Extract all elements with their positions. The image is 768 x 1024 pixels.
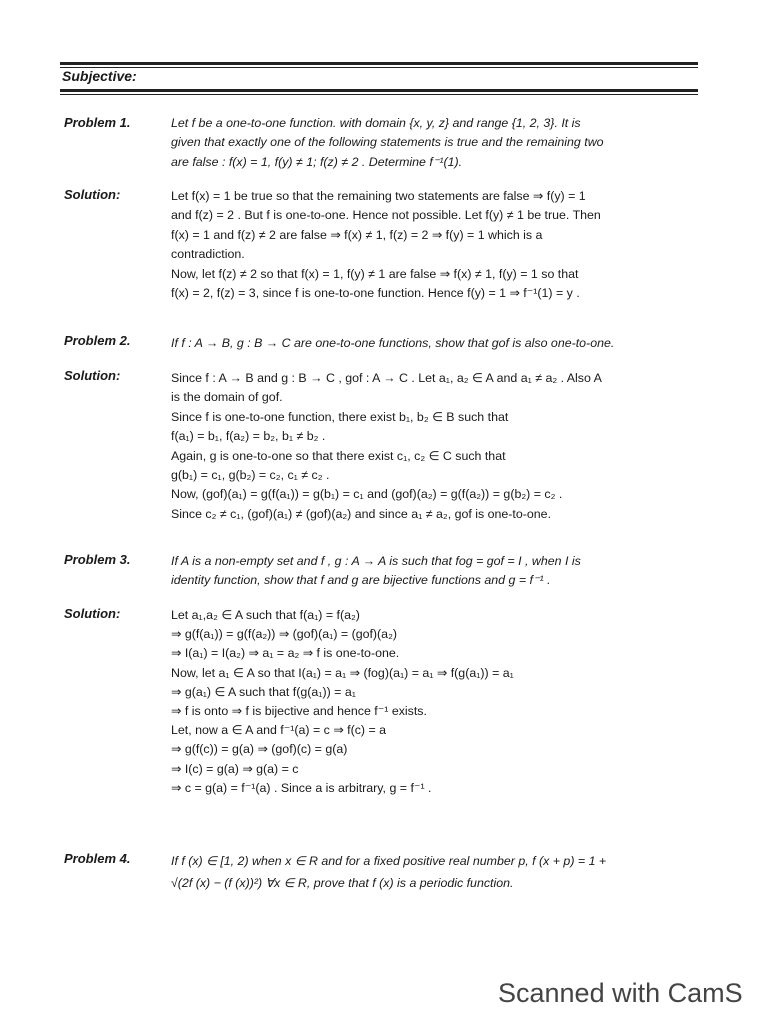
solution-2-label: Solution: <box>64 368 121 383</box>
solution-3-line: Now, let a₁ ∈ A so that I(a₁) = a₁ ⇒ (fog)(a₁) = a₁ ⇒ f(g(a₁)) = a₁ <box>171 665 514 680</box>
problem-3-line: If A is a non-empty set and f , g : A → A is such that fog = gof = I , when I is <box>171 554 581 568</box>
solution-2-line: Since c₂ ≠ c₁, (gof)(a₁) ≠ (gof)(a₂) and since a₁ ≠ a₂, gof is one-to-one. <box>171 506 552 521</box>
problem-1-line: Let f be a one-to-one function. with domain {x, y, z} and range {1, 2, 3}. It is <box>171 116 581 130</box>
solution-3-line: Let a₁,a₂ ∈ A such that f(a₁) = f(a₂) <box>171 608 360 622</box>
solution-2-line: is the domain of gof. <box>171 390 283 405</box>
problem-3-label: Problem 3. <box>64 552 131 567</box>
solution-1-line: f(x) = 2, f(z) = 3, since f is one-to-one function. Hence f(y) = 1 ⇒ f⁻¹(1) = y . <box>171 286 580 301</box>
problem-1-line: are false : f(x) = 1, f(y) ≠ 1; f(z) ≠ 2 . Determine f⁻¹(1). <box>171 154 463 169</box>
solution-3-line: ⇒ c = g(a) = f⁻¹(a) . Since a is arbitrary, g = f⁻¹ . <box>171 780 432 795</box>
problem-3-text <box>171 552 699 591</box>
solution-2-line: g(b₁) = c₁, g(b₂) = c₂, c₁ ≠ c₂ . <box>171 468 330 483</box>
solution-1-line: and f(z) = 2 . But f is one-to-one. Hence not possible. Let f(y) ≠ 1 be true. Then <box>171 208 601 223</box>
solution-1-line: f(x) = 1 and f(z) ≠ 2 are false ⇒ f(x) ≠ 1, f(z) = 2 ⇒ f(y) = 1 which is a <box>171 227 543 242</box>
solution-1-line: Now, let f(z) ≠ 2 so that f(x) = 1, f(y) ≠ 1 are false ⇒ f(x) ≠ 1, f(y) = 1 so that <box>171 266 579 281</box>
solution-2-line: Now, (gof)(a₁) = g(f(a₁)) = g(b₁) = c₁ and (gof)(a₂) = g(f(a₂)) = g(b₂) = c₂ . <box>171 487 563 502</box>
solution-3-line: ⇒ g(f(a₁)) = g(f(a₂)) ⇒ (gof)(a₁) = (gof)(a₂) <box>171 627 398 642</box>
solution-3-line: ⇒ g(a₁) ∈ A such that f(g(a₁)) = a₁ <box>171 684 356 699</box>
solution-1-label: Solution: <box>64 187 121 202</box>
problem-4-text <box>171 850 699 894</box>
solution-3-label: Solution: <box>64 606 121 621</box>
top-rule-thin <box>60 67 698 68</box>
heading-rule <box>60 89 698 92</box>
heading-rule-thin <box>60 94 698 95</box>
solution-2-line: f(a₁) = b₁, f(a₂) = b₂, b₁ ≠ b₂ . <box>171 429 326 444</box>
scanner-watermark: Scanned with CamS <box>498 978 743 1008</box>
problem-4-line: If f (x) ∈ [1, 2) when x ∈ R and for a fixed positive real number p, f (x + p) = 1 + <box>171 854 607 868</box>
solution-3-line: ⇒ I(a₁) = I(a₂) ⇒ a₁ = a₂ ⇒ f is one-to-one. <box>171 646 400 661</box>
problem-3-line: identity function, show that f and g are bijective functions and g = f⁻¹ . <box>171 573 551 588</box>
solution-3-line: ⇒ f is onto ⇒ f is bijective and hence f⁻¹ exists. <box>171 704 427 719</box>
section-heading: Subjective: <box>62 68 137 84</box>
solution-1-line: contradiction. <box>171 247 245 262</box>
solution-2-line: Since f : A → B and g : B → C , gof : A → C . Let a₁, a₂ ∈ A and a₁ ≠ a₂ . Also A <box>171 371 602 385</box>
solution-1-text <box>171 187 699 303</box>
solution-3-line: ⇒ g(f(c)) = g(a) ⇒ (gof)(c) = g(a) <box>171 742 348 757</box>
problem-2-text <box>171 334 699 353</box>
solution-3-text <box>171 606 699 798</box>
problem-1-line: given that exactly one of the following statements is true and the remaining two <box>171 135 604 150</box>
solution-2-line: Since f is one-to-one function, there exist b₁, b₂ ∈ B such that <box>171 409 509 424</box>
problem-1-label: Problem 1. <box>64 115 131 130</box>
solution-1-line: Let f(x) = 1 be true so that the remaining two statements are false ⇒ f(y) = 1 <box>171 189 586 203</box>
top-rule <box>60 62 698 65</box>
solution-2-text <box>171 369 699 524</box>
solution-3-line: ⇒ I(c) = g(a) ⇒ g(a) = c <box>171 761 299 776</box>
problem-2-line: If f : A → B, g : B → C are one-to-one functions, show that gof is also one-to-one. <box>171 336 615 350</box>
problem-4-line: √(2f (x) − (f (x))²) ∀x ∈ R, prove that f (x) is a periodic function. <box>171 876 514 890</box>
problem-1-text <box>171 114 699 172</box>
solution-3-line: Let, now a ∈ A and f⁻¹(a) = c ⇒ f(c) = a <box>171 723 387 738</box>
solution-2-line: Again, g is one-to-one so that there exist c₁, c₂ ∈ C such that <box>171 448 506 463</box>
problem-2-label: Problem 2. <box>64 333 131 348</box>
problem-4-label: Problem 4. <box>64 851 131 866</box>
